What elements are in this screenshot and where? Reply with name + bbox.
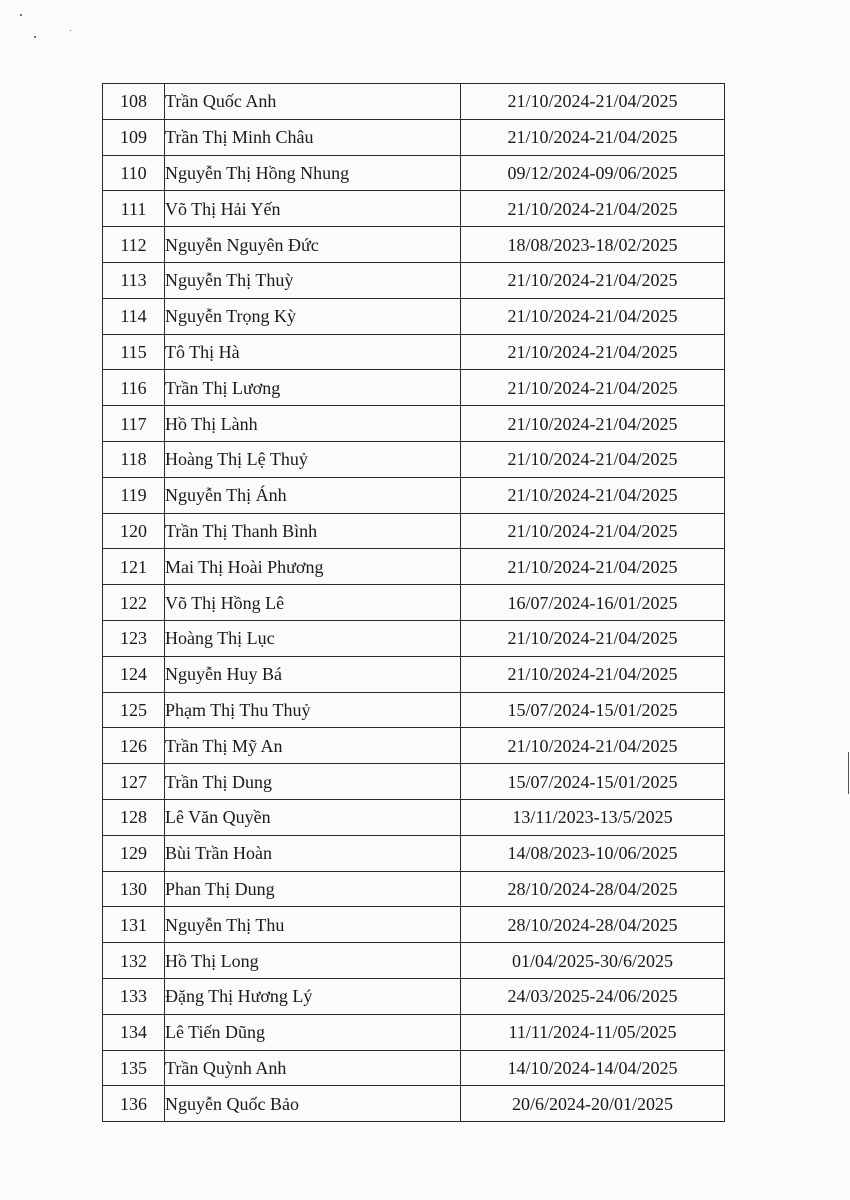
row-number-cell: 109	[103, 119, 165, 155]
person-name-cell: Trần Thị Thanh Bình	[165, 513, 461, 549]
table-row	[103, 513, 725, 549]
row-number-cell: 123	[103, 620, 165, 656]
row-number-cell: 127	[103, 764, 165, 800]
table-row	[103, 835, 725, 871]
date-range-cell: 28/10/2024-28/04/2025	[461, 907, 725, 943]
row-number-cell: 118	[103, 441, 165, 477]
table-row	[103, 334, 725, 370]
date-range-cell: 21/10/2024-21/04/2025	[461, 262, 725, 298]
date-range-cell: 21/10/2024-21/04/2025	[461, 441, 725, 477]
person-name-cell: Trần Thị Mỹ An	[165, 728, 461, 764]
person-name-cell: Lê Văn Quyền	[165, 799, 461, 835]
table-row	[103, 1050, 725, 1086]
table-row	[103, 585, 725, 621]
row-number-cell: 129	[103, 835, 165, 871]
person-name-cell: Hồ Thị Lành	[165, 406, 461, 442]
row-number-cell: 111	[103, 191, 165, 227]
row-number-cell: 131	[103, 907, 165, 943]
row-number-cell: 110	[103, 155, 165, 191]
table-row	[103, 262, 725, 298]
table-row	[103, 406, 725, 442]
row-number-cell: 135	[103, 1050, 165, 1086]
row-number-cell: 120	[103, 513, 165, 549]
date-range-cell: 21/10/2024-21/04/2025	[461, 513, 725, 549]
row-number-cell: 124	[103, 656, 165, 692]
person-name-cell: Hoàng Thị Lục	[165, 620, 461, 656]
row-number-cell: 121	[103, 549, 165, 585]
person-name-cell: Tô Thị Hà	[165, 334, 461, 370]
person-name-cell: Nguyễn Thị Thu	[165, 907, 461, 943]
table-row	[103, 799, 725, 835]
date-range-cell: 21/10/2024-21/04/2025	[461, 119, 725, 155]
date-range-cell: 21/10/2024-21/04/2025	[461, 191, 725, 227]
person-name-cell: Bùi Trần Hoàn	[165, 835, 461, 871]
table-row	[103, 370, 725, 406]
date-range-cell: 21/10/2024-21/04/2025	[461, 406, 725, 442]
date-range-cell: 21/10/2024-21/04/2025	[461, 334, 725, 370]
table-row	[103, 943, 725, 979]
person-name-cell: Phan Thị Dung	[165, 871, 461, 907]
roster-table-body	[103, 84, 725, 1122]
date-range-cell: 14/08/2023-10/06/2025	[461, 835, 725, 871]
table-row	[103, 656, 725, 692]
table-row	[103, 119, 725, 155]
scan-edge-mark	[848, 752, 849, 794]
person-name-cell: Nguyễn Thị Thuỳ	[165, 262, 461, 298]
table-row	[103, 728, 725, 764]
date-range-cell: 16/07/2024-16/01/2025	[461, 585, 725, 621]
row-number-cell: 125	[103, 692, 165, 728]
scan-speck	[34, 36, 36, 38]
date-range-cell: 21/10/2024-21/04/2025	[461, 620, 725, 656]
row-number-cell: 115	[103, 334, 165, 370]
person-name-cell: Nguyễn Thị Hồng Nhung	[165, 155, 461, 191]
row-number-cell: 136	[103, 1086, 165, 1122]
person-name-cell: Trần Thị Lương	[165, 370, 461, 406]
table-row	[103, 692, 725, 728]
date-range-cell: 11/11/2024-11/05/2025	[461, 1014, 725, 1050]
person-name-cell: Nguyễn Thị Ánh	[165, 477, 461, 513]
table-row	[103, 907, 725, 943]
date-range-cell: 15/07/2024-15/01/2025	[461, 764, 725, 800]
date-range-cell: 09/12/2024-09/06/2025	[461, 155, 725, 191]
person-name-cell: Trần Quỳnh Anh	[165, 1050, 461, 1086]
roster-table	[102, 83, 725, 1122]
person-name-cell: Võ Thị Hồng Lê	[165, 585, 461, 621]
date-range-cell: 15/07/2024-15/01/2025	[461, 692, 725, 728]
person-name-cell: Trần Thị Minh Châu	[165, 119, 461, 155]
person-name-cell: Nguyễn Trọng Kỳ	[165, 298, 461, 334]
date-range-cell: 21/10/2024-21/04/2025	[461, 298, 725, 334]
date-range-cell: 21/10/2024-21/04/2025	[461, 728, 725, 764]
person-name-cell: Phạm Thị Thu Thuỷ	[165, 692, 461, 728]
date-range-cell: 01/04/2025-30/6/2025	[461, 943, 725, 979]
date-range-cell: 21/10/2024-21/04/2025	[461, 477, 725, 513]
date-range-cell: 28/10/2024-28/04/2025	[461, 871, 725, 907]
date-range-cell: 21/10/2024-21/04/2025	[461, 84, 725, 120]
row-number-cell: 119	[103, 477, 165, 513]
scan-speck	[20, 14, 22, 16]
table-row	[103, 549, 725, 585]
date-range-cell: 20/6/2024-20/01/2025	[461, 1086, 725, 1122]
row-number-cell: 132	[103, 943, 165, 979]
person-name-cell: Mai Thị Hoài Phương	[165, 549, 461, 585]
table-row	[103, 191, 725, 227]
table-row	[103, 477, 725, 513]
row-number-cell: 116	[103, 370, 165, 406]
person-name-cell: Trần Thị Dung	[165, 764, 461, 800]
person-name-cell: Trần Quốc Anh	[165, 84, 461, 120]
person-name-cell: Lê Tiến Dũng	[165, 1014, 461, 1050]
row-number-cell: 130	[103, 871, 165, 907]
table-row	[103, 298, 725, 334]
table-row	[103, 441, 725, 477]
row-number-cell: 128	[103, 799, 165, 835]
row-number-cell: 117	[103, 406, 165, 442]
row-number-cell: 113	[103, 262, 165, 298]
table-row	[103, 764, 725, 800]
person-name-cell: Nguyễn Huy Bá	[165, 656, 461, 692]
table-row	[103, 227, 725, 263]
scan-speck	[70, 30, 71, 31]
date-range-cell: 21/10/2024-21/04/2025	[461, 656, 725, 692]
row-number-cell: 133	[103, 978, 165, 1014]
date-range-cell: 21/10/2024-21/04/2025	[461, 549, 725, 585]
row-number-cell: 126	[103, 728, 165, 764]
row-number-cell: 122	[103, 585, 165, 621]
person-name-cell: Hoàng Thị Lệ Thuỷ	[165, 441, 461, 477]
person-name-cell: Hồ Thị Long	[165, 943, 461, 979]
table-row	[103, 871, 725, 907]
table-row	[103, 84, 725, 120]
table-row	[103, 155, 725, 191]
person-name-cell: Đặng Thị Hương Lý	[165, 978, 461, 1014]
table-row	[103, 1086, 725, 1122]
person-name-cell: Nguyễn Nguyên Đức	[165, 227, 461, 263]
date-range-cell: 13/11/2023-13/5/2025	[461, 799, 725, 835]
person-name-cell: Võ Thị Hải Yến	[165, 191, 461, 227]
date-range-cell: 14/10/2024-14/04/2025	[461, 1050, 725, 1086]
date-range-cell: 21/10/2024-21/04/2025	[461, 370, 725, 406]
row-number-cell: 114	[103, 298, 165, 334]
table-row	[103, 1014, 725, 1050]
date-range-cell: 24/03/2025-24/06/2025	[461, 978, 725, 1014]
date-range-cell: 18/08/2023-18/02/2025	[461, 227, 725, 263]
row-number-cell: 112	[103, 227, 165, 263]
row-number-cell: 134	[103, 1014, 165, 1050]
person-name-cell: Nguyễn Quốc Bảo	[165, 1086, 461, 1122]
table-row	[103, 620, 725, 656]
row-number-cell: 108	[103, 84, 165, 120]
table-row	[103, 978, 725, 1014]
